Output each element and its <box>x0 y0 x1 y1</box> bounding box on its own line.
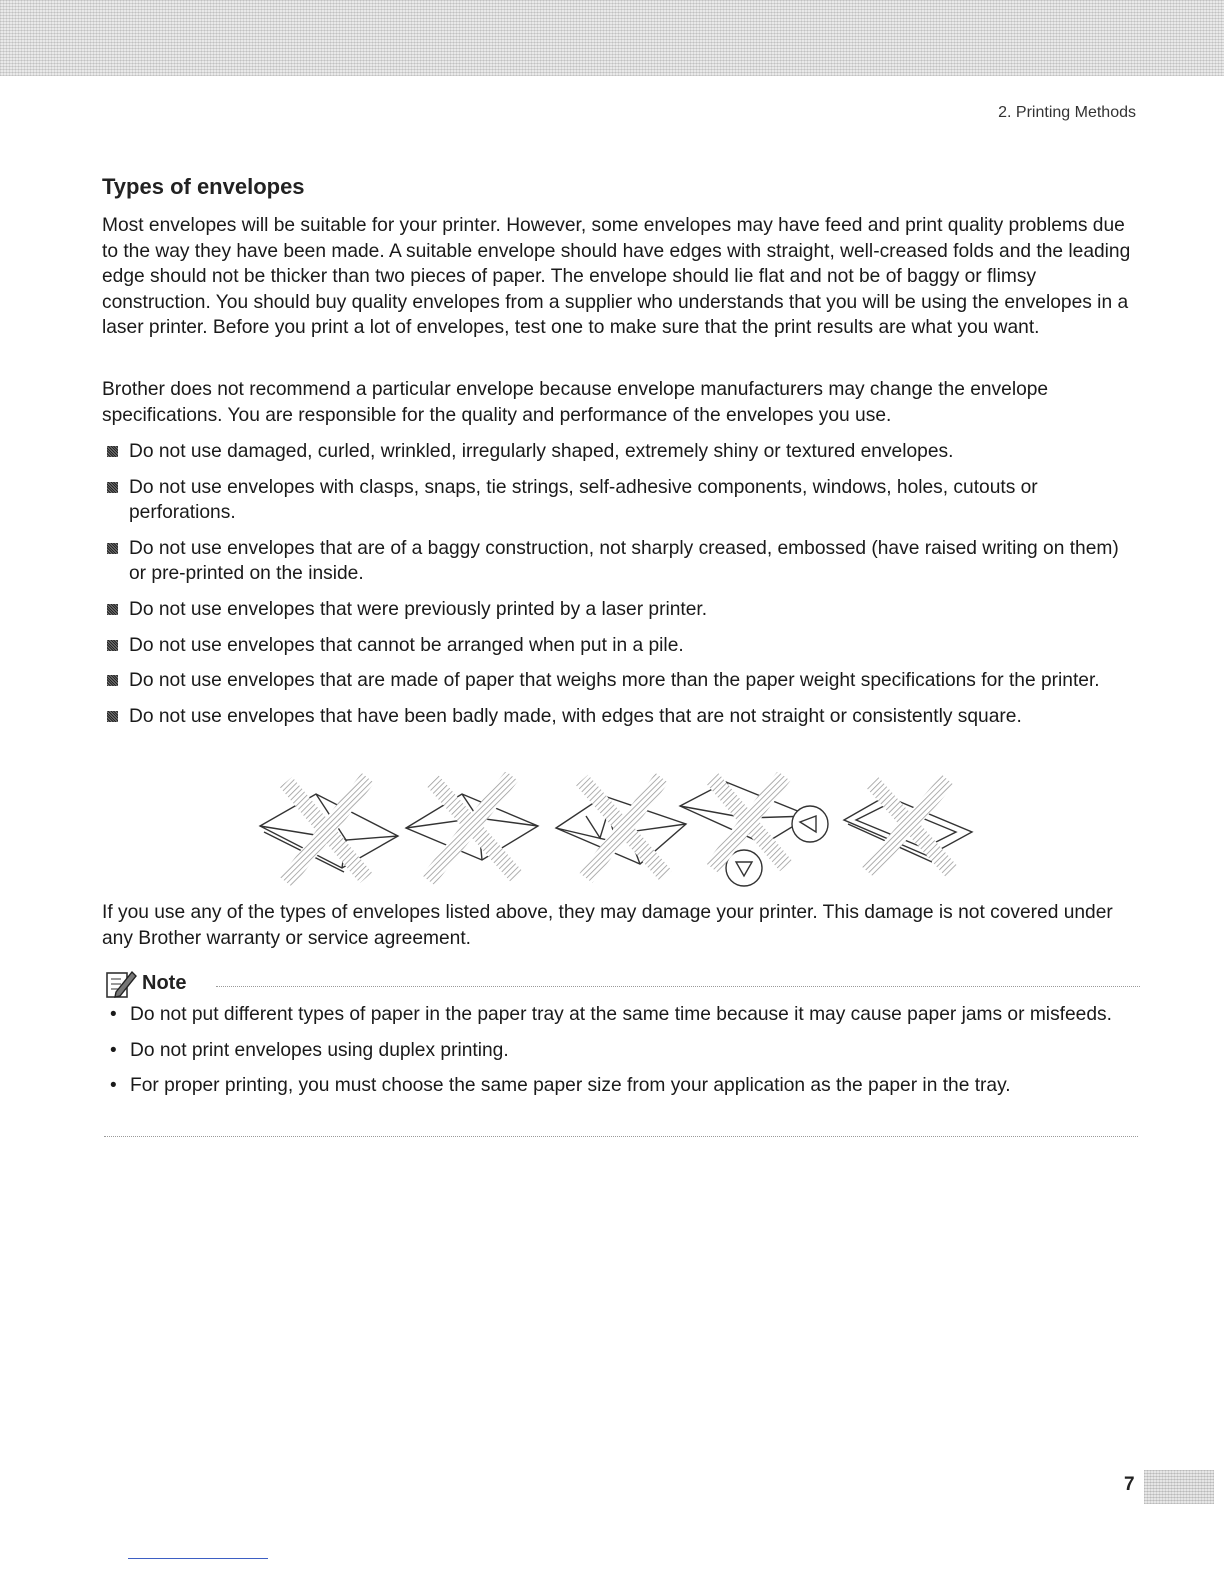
envelope-restrictions-list <box>102 439 1138 739</box>
note-list <box>108 1002 1138 1109</box>
list-item <box>102 597 1138 623</box>
list-item <box>102 668 1138 694</box>
warranty-warning: If you use any of the types of envelopes listed above, they may damage your printer. This damage is not covered under any Brother warranty or service agreement. <box>102 902 1113 949</box>
list-item-text: Do not use damaged, curled, wrinkled, irregularly shaped, extremely shiny or textured envelopes. <box>129 441 954 462</box>
intro-paragraph: Most envelopes will be suitable for your printer. However, some envelopes may have feed and print quality problems due to the way they have been made. A suitable envelope should have edges with straight, well-creased folds and the leading edge should not be thicker than two pieces of paper. The envelope should lie flat and not be of baggy or flimsy construction. You should buy quality envelopes from a supplier who understands that you will be using the envelopes in a laser printer. Before you print a lot of envelopes, test one to make sure that the print results are what you want. <box>102 215 1131 339</box>
note-header <box>104 966 1140 1000</box>
bullet-dot-icon: • <box>110 1075 117 1097</box>
list-item-text: Do not use envelopes with clasps, snaps, tie strings, self-adhesive components, windows, holes, cutouts or perforations. <box>129 476 1038 524</box>
list-item <box>102 439 1138 465</box>
square-bullet-icon <box>107 675 118 686</box>
note-divider <box>216 986 1140 987</box>
square-bullet-icon <box>107 543 118 554</box>
bullet-dot-icon: • <box>110 1039 117 1061</box>
list-item <box>102 704 1138 730</box>
header-pattern-band <box>0 0 1224 76</box>
recommendation-paragraph: Brother does not recommend a particular envelope because envelope manufacturers may change the envelope specifications. You are responsible for the quality and performance of the envelopes you use. <box>102 379 1049 426</box>
curled-envelope-icon <box>260 778 398 882</box>
list-item-text: Do not use envelopes that have been badly made, with edges that are not straight or consistently square. <box>129 705 1022 727</box>
note-pencil-icon <box>104 966 138 1000</box>
wrinkled-envelope-icon <box>556 778 686 878</box>
list-item <box>102 536 1138 587</box>
list-item-text: Do not use envelopes that are of a baggy construction, not sharply creased, embossed (have raised writing on them) or pre-printed on the inside. <box>129 537 1119 585</box>
cutout-envelope-icon <box>844 780 972 872</box>
unsuitable-envelopes-illustration <box>256 772 976 892</box>
list-item <box>108 1038 1138 1064</box>
list-item <box>102 633 1138 659</box>
clasp-envelope-icon <box>680 776 828 886</box>
footer-rule <box>128 1558 268 1559</box>
list-item <box>102 475 1138 526</box>
list-item-text: Do not use envelopes that are made of paper that weighs more than the paper weight specifications for the printer. <box>129 670 1100 692</box>
list-item-text: Do not print envelopes using duplex printing. <box>130 1039 509 1061</box>
list-item-text: For proper printing, you must choose the same paper size from your application as the paper in the tray. <box>130 1075 1011 1097</box>
section-title: Types of envelopes <box>102 174 305 199</box>
list-item-text: Do not put different types of paper in the paper tray at the same time because it may cause paper jams or misfeeds. <box>130 1004 1112 1025</box>
list-item <box>108 1073 1138 1099</box>
list-item-text: Do not use envelopes that cannot be arranged when put in a pile. <box>129 634 684 656</box>
page-tab-pattern <box>1144 1470 1214 1504</box>
square-bullet-icon <box>107 482 118 493</box>
note-end-divider <box>104 1136 1138 1137</box>
square-bullet-icon <box>107 640 118 651</box>
note-label: Note <box>142 972 187 994</box>
list-item <box>108 1002 1138 1028</box>
chapter-title: 2. Printing Methods <box>998 104 1136 121</box>
bullet-dot-icon: • <box>110 1004 117 1025</box>
baggy-envelope-icon <box>406 776 538 880</box>
list-item-text: Do not use envelopes that were previously printed by a laser printer. <box>129 598 708 620</box>
page-number: 7 <box>1124 1474 1135 1495</box>
square-bullet-icon <box>107 604 118 615</box>
square-bullet-icon <box>107 711 118 722</box>
square-bullet-icon <box>107 446 118 457</box>
